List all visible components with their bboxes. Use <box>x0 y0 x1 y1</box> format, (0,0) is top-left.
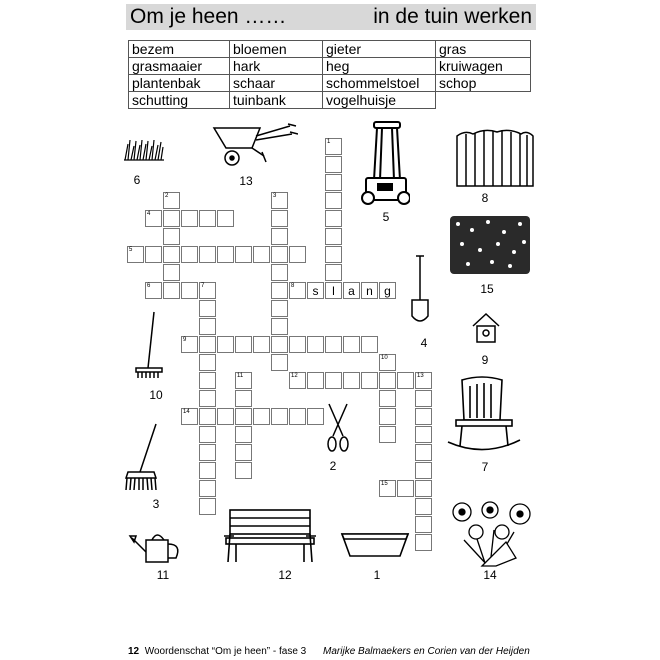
label-bezem: 3 <box>152 497 160 511</box>
clue-number: 12 <box>291 373 298 379</box>
crossword-cell[interactable] <box>199 372 216 389</box>
crossword-cell[interactable] <box>325 372 342 389</box>
crossword-cell[interactable] <box>361 282 378 299</box>
crossword-cell[interactable] <box>271 336 288 353</box>
crossword-cell[interactable] <box>181 282 198 299</box>
rocking-chair-icon <box>446 376 522 456</box>
label-schommelstoel: 7 <box>481 460 489 474</box>
crossword-cell[interactable] <box>181 210 198 227</box>
word-bank-cell: schutting <box>129 92 230 109</box>
crossword-cell[interactable] <box>415 390 432 407</box>
crossword-cell[interactable] <box>235 408 252 425</box>
crossword-cell[interactable] <box>325 138 342 155</box>
crossword-cell[interactable] <box>325 246 342 263</box>
crossword-cell[interactable] <box>325 282 342 299</box>
crossword-cell[interactable] <box>289 246 306 263</box>
crossword-cell[interactable] <box>415 498 432 515</box>
word-bank-cell: gras <box>436 41 531 58</box>
page-number: 12 <box>128 646 140 657</box>
label-grasmaaier: 5 <box>382 210 390 224</box>
clue-number: 2 <box>165 193 169 199</box>
crossword-cell[interactable] <box>181 408 198 425</box>
word-bank-cell: hark <box>230 58 323 75</box>
word-bank-cell: grasmaaier <box>129 58 230 75</box>
crossword-cell[interactable] <box>361 336 378 353</box>
word-bank-cell: bloemen <box>230 41 323 58</box>
garden-bench-icon <box>222 508 318 564</box>
filled-letter: g <box>384 284 391 298</box>
crossword-cell[interactable] <box>271 300 288 317</box>
crossword-cell[interactable] <box>199 336 216 353</box>
clue-number: 6 <box>147 283 151 289</box>
crossword-cell[interactable] <box>325 264 342 281</box>
crossword-cell[interactable] <box>415 462 432 479</box>
crossword-cell[interactable] <box>163 246 180 263</box>
crossword-cell[interactable] <box>307 336 324 353</box>
crossword-cell[interactable] <box>199 444 216 461</box>
crossword-cell[interactable] <box>163 282 180 299</box>
crossword-cell[interactable] <box>199 480 216 497</box>
clue-number: 13 <box>417 373 424 379</box>
crossword-cell[interactable] <box>199 282 216 299</box>
word-bank-cell: schop <box>436 75 531 92</box>
crossword-cell[interactable] <box>199 462 216 479</box>
label-schop: 4 <box>420 336 428 350</box>
crossword-cell[interactable] <box>325 174 342 191</box>
crossword-cell[interactable] <box>397 372 414 389</box>
crossword-cell[interactable] <box>127 246 144 263</box>
grass-icon <box>124 138 164 162</box>
crossword-cell[interactable] <box>199 246 216 263</box>
crossword-cell[interactable] <box>289 372 306 389</box>
crossword-cell[interactable] <box>379 372 396 389</box>
crossword-cell[interactable] <box>217 210 234 227</box>
planter-icon <box>340 530 410 560</box>
crossword-cell[interactable] <box>235 426 252 443</box>
crossword-cell[interactable] <box>145 246 162 263</box>
clue-number: 7 <box>201 283 205 289</box>
crossword-cell[interactable] <box>289 336 306 353</box>
crossword-cell[interactable] <box>181 246 198 263</box>
crossword-cell[interactable] <box>415 408 432 425</box>
crossword-cell[interactable] <box>199 318 216 335</box>
broom-icon <box>124 422 160 492</box>
word-bank-cell: schaar <box>230 75 323 92</box>
crossword-cell[interactable] <box>343 282 360 299</box>
crossword-cell[interactable] <box>235 444 252 461</box>
crossword-cell[interactable] <box>307 372 324 389</box>
crossword-cell[interactable] <box>271 228 288 245</box>
crossword-cell[interactable] <box>253 408 270 425</box>
crossword-cell[interactable] <box>271 282 288 299</box>
crossword-cell[interactable] <box>163 264 180 281</box>
crossword-cell[interactable] <box>325 336 342 353</box>
crossword-cell[interactable] <box>415 444 432 461</box>
wheelbarrow-icon <box>212 122 298 168</box>
crossword-cell[interactable] <box>343 336 360 353</box>
crossword-cell[interactable] <box>235 390 252 407</box>
watering-can-icon <box>128 530 184 564</box>
crossword-cell[interactable] <box>217 246 234 263</box>
label-tuinbank: 12 <box>278 568 292 582</box>
crossword-cell[interactable] <box>415 534 432 551</box>
crossword-cell[interactable] <box>415 480 432 497</box>
crossword-cell[interactable] <box>199 408 216 425</box>
fence-icon <box>455 128 535 188</box>
crossword-cell[interactable] <box>343 372 360 389</box>
crossword-cell[interactable] <box>199 354 216 371</box>
crossword-cell[interactable] <box>379 390 396 407</box>
crossword-cell[interactable] <box>235 336 252 353</box>
crossword-cell[interactable] <box>235 372 252 389</box>
word-bank-cell: schommelstoel <box>323 75 436 92</box>
crossword-cell[interactable] <box>271 354 288 371</box>
crossword-cell[interactable] <box>253 246 270 263</box>
crossword-cell[interactable] <box>325 156 342 173</box>
label-plantenbak: 1 <box>373 568 381 582</box>
crossword-cell[interactable] <box>235 462 252 479</box>
crossword-cell[interactable] <box>325 228 342 245</box>
crossword-cell[interactable] <box>271 246 288 263</box>
crossword-cell[interactable] <box>271 408 288 425</box>
clue-number: 3 <box>273 193 277 199</box>
crossword-cell[interactable] <box>271 192 288 209</box>
crossword-cell[interactable] <box>415 372 432 389</box>
word-bank-cell: vogelhuisje <box>323 92 436 109</box>
crossword-cell[interactable] <box>289 408 306 425</box>
crossword-cell[interactable] <box>145 210 162 227</box>
footer <box>128 646 530 657</box>
word-bank-cell: tuinbank <box>230 92 323 109</box>
crossword-cell[interactable] <box>379 480 396 497</box>
word-bank-cell: plantenbak <box>129 75 230 92</box>
clue-number: 9 <box>183 337 187 343</box>
crossword-cell[interactable] <box>145 282 162 299</box>
crossword-cell[interactable] <box>217 408 234 425</box>
crossword-cell[interactable] <box>181 336 198 353</box>
title-left: Om je heen …… <box>130 5 287 28</box>
clue-number: 5 <box>129 247 133 253</box>
crossword-cell[interactable] <box>199 300 216 317</box>
crossword-cell[interactable] <box>415 426 432 443</box>
crossword-cell[interactable] <box>361 372 378 389</box>
crossword-cell[interactable] <box>217 336 234 353</box>
crossword-cell[interactable] <box>325 210 342 227</box>
series-title: Woordenschat “Om je heen” - fase 3 <box>144 646 307 657</box>
crossword-cell[interactable] <box>271 210 288 227</box>
word-bank-cell: gieter <box>323 41 436 58</box>
crossword-cell[interactable] <box>163 192 180 209</box>
filled-letter: a <box>348 284 355 298</box>
title-right: in de tuin werken <box>373 5 532 28</box>
label-vogelhuisje: 9 <box>481 353 489 367</box>
label-kruiwagen: 13 <box>239 174 253 188</box>
crossword-cell[interactable] <box>289 282 306 299</box>
label-gras: 6 <box>133 173 141 187</box>
lawnmower-icon <box>360 120 410 208</box>
label-hark: 10 <box>149 388 163 402</box>
crossword-cell[interactable] <box>271 318 288 335</box>
crossword-cell[interactable] <box>379 408 396 425</box>
crossword-cell[interactable] <box>199 426 216 443</box>
clue-number: 1 <box>327 139 331 145</box>
clue-number: 11 <box>237 373 244 379</box>
crossword-cell[interactable] <box>235 246 252 263</box>
crossword-cell[interactable] <box>163 228 180 245</box>
rake-icon <box>132 310 166 382</box>
filled-letter: n <box>366 284 373 298</box>
label-gieter: 11 <box>156 568 170 582</box>
crossword-cell[interactable] <box>271 264 288 281</box>
label-schaar: 2 <box>329 459 337 473</box>
word-bank-cell: bezem <box>129 41 230 58</box>
crossword-cell[interactable] <box>307 282 324 299</box>
label-schutting: 8 <box>481 191 489 205</box>
crossword-cell[interactable] <box>307 408 324 425</box>
filled-letter: l <box>332 284 335 298</box>
clue-number: 15 <box>381 481 388 487</box>
crossword-cell[interactable] <box>199 498 216 515</box>
word-bank-cell: heg <box>323 58 436 75</box>
clue-number: 14 <box>183 409 190 415</box>
scissors-icon <box>325 402 351 454</box>
clue-number: 10 <box>381 355 388 361</box>
label-bloemen: 14 <box>483 568 497 582</box>
clue-number: 4 <box>147 211 151 217</box>
authors: Marijke Balmaekers en Corien van der Heijden <box>323 646 530 657</box>
birdhouse-icon <box>471 312 501 346</box>
flowers-icon <box>446 496 536 568</box>
clue-number: 8 <box>291 283 295 289</box>
hedge-icon <box>448 214 532 276</box>
crossword-cell[interactable] <box>199 390 216 407</box>
crossword-cell[interactable] <box>379 282 396 299</box>
label-heg: 15 <box>480 282 494 296</box>
crossword-cell[interactable] <box>163 210 180 227</box>
crossword-cell[interactable] <box>415 516 432 533</box>
filled-letter: s <box>312 284 319 298</box>
crossword-cell[interactable] <box>253 336 270 353</box>
crossword-cell[interactable] <box>379 354 396 371</box>
word-bank-cell: kruiwagen <box>436 58 531 75</box>
crossword-cell[interactable] <box>199 210 216 227</box>
crossword-cell[interactable] <box>397 480 414 497</box>
crossword-cell[interactable] <box>325 192 342 209</box>
shovel-icon <box>408 254 432 328</box>
crossword-cell[interactable] <box>379 426 396 443</box>
